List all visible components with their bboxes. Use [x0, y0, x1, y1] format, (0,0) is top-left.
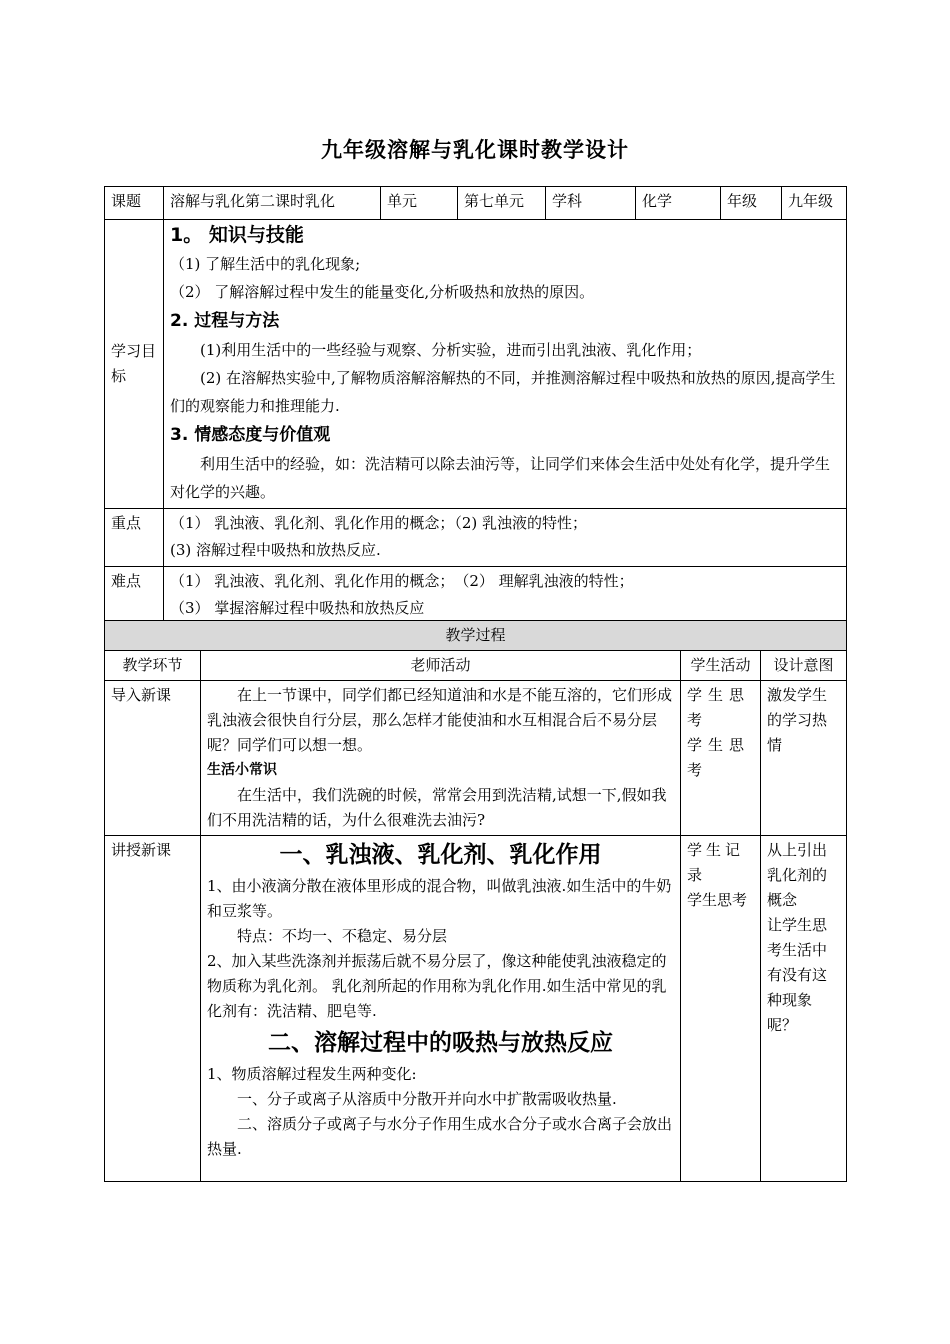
difficult-points-row	[105, 567, 847, 625]
intro-stage: 导入新课	[105, 681, 201, 836]
lecture-para-1: 1、由小液滴分散在液体里形成的混合物，叫做乳浊液.如生活中的牛奶和豆浆等。	[207, 877, 672, 920]
lecture-heading-1: 一、乳浊液、乳化剂、乳化作用	[279, 842, 602, 868]
page-title: 九年级溶解与乳化课时教学设计	[321, 138, 629, 162]
key-points-row	[105, 509, 847, 567]
topic-label: 课题	[105, 187, 164, 220]
unit-value: 第七单元	[458, 187, 546, 220]
objective-method-1: (1)利用生活中的一些经验与观察、分析实验，进而引出乳浊液、乳化作用；	[200, 341, 702, 359]
objectives-row	[105, 220, 847, 509]
unit-label: 单元	[381, 187, 458, 220]
lecture-para-6: 二、溶质分子或离子与水分子作用生成水合分子或水合离子会放出热量.	[207, 1115, 673, 1158]
col-stage: 教学环节	[105, 651, 201, 681]
objective-knowledge-2: （2） 了解溶解过程中发生的能量变化,分析吸热和放热的原因。	[170, 283, 595, 301]
intro-intent: 激发学生的学习热情	[761, 681, 847, 836]
intro-teacher-text-2: 在生活中，我们洗碗的时候，常常会用到洗洁精,试想一下,假如我们不用洗洁精的话，为什么很难洗去油污?	[207, 786, 667, 829]
intro-row	[105, 681, 847, 836]
objective-heading-1: 1。 知识与技能	[170, 224, 304, 246]
lecture-stage: 讲授新课	[105, 836, 201, 1182]
key-point-line-2: (3) 溶解过程中吸热和放热反应.	[170, 541, 381, 559]
lecture-para-4: 1、物质溶解过程发生两种变化:	[207, 1065, 417, 1083]
process-table	[104, 620, 847, 1182]
objective-heading-2: 2. 过程与方法	[170, 311, 280, 331]
objective-heading-3: 3. 情感态度与价值观	[170, 425, 331, 445]
lecture-para-2: 特点：不均一、不稳定、易分层	[237, 927, 448, 945]
lecture-intent-2: 让学生思考生活中有没有这种现象呢？	[767, 916, 828, 1034]
subject-label: 学科	[546, 187, 636, 220]
grade-value: 九年级	[782, 187, 847, 220]
key-points-label: 重点	[105, 509, 164, 567]
objective-knowledge-1: （1) 了解生活中的乳化现象;	[170, 255, 361, 273]
info-table	[104, 186, 847, 625]
process-header: 教学过程	[105, 621, 847, 651]
intro-teacher-text-1: 在上一节课中，同学们都已经知道油和水是不能互溶的，它们形成乳浊液会很快自行分层，那么怎样才能使油和水互相混合后不易分层呢？同学们可以想一想。	[207, 686, 673, 754]
topic-value: 溶解与乳化第二课时乳化	[164, 187, 381, 220]
intro-student-2: 学生思考	[687, 736, 751, 779]
col-teacher: 老师活动	[201, 651, 681, 681]
lecture-student-1: 学生记录	[687, 841, 745, 884]
difficult-point-line-1: （1） 乳浊液、乳化剂、乳化作用的概念； （2） 理解乳浊液的特性；	[170, 572, 634, 590]
col-intent: 设计意图	[761, 651, 847, 681]
objectives-label: 学习目标	[105, 220, 164, 509]
subject-value: 化学	[636, 187, 721, 220]
key-point-line-1: （1） 乳浊液、乳化剂、乳化作用的概念；（2) 乳浊液的特性；	[170, 514, 587, 532]
lecture-intent-1: 从上引出乳化剂的概念	[767, 841, 828, 909]
objective-attitude-1: 利用生活中的经验，如：洗洁精可以除去油污等，让同学们来体会生活中处处有化学，提升学生对化学的兴趣。	[170, 455, 831, 501]
col-student: 学生活动	[681, 651, 761, 681]
process-header-row	[105, 621, 847, 651]
intro-tip-heading: 生活小常识	[207, 762, 277, 778]
lecture-student-2: 学生思考	[687, 891, 748, 909]
objective-method-2: (2) 在溶解热实验中,了解物质溶解溶解热的不同，并推测溶解过程中吸热和放热的原因,提高学生们的观察能力和推理能力.	[170, 369, 836, 415]
grade-label: 年级	[721, 187, 782, 220]
lecture-para-3: 2、加入某些洗涤剂并振荡后就不易分层了，像这种能使乳浊液稳定的物质称为乳化剂。 乳化剂所起的作用称为乳化作用.如生活中常见的乳化剂有：洗洁精、肥皂等.	[207, 952, 667, 1020]
difficult-points-label: 难点	[105, 567, 164, 625]
lecture-row	[105, 836, 847, 1182]
process-columns-row	[105, 651, 847, 681]
lecture-heading-2: 二、溶解过程中的吸热与放热反应	[268, 1030, 613, 1056]
lecture-para-5: 一、分子或离子从溶质中分散开并向水中扩散需吸收热量.	[237, 1090, 617, 1108]
info-row	[105, 187, 847, 220]
difficult-point-line-2: （3） 掌握溶解过程中吸热和放热反应	[170, 599, 425, 617]
intro-student-1: 学生思考	[687, 686, 751, 729]
